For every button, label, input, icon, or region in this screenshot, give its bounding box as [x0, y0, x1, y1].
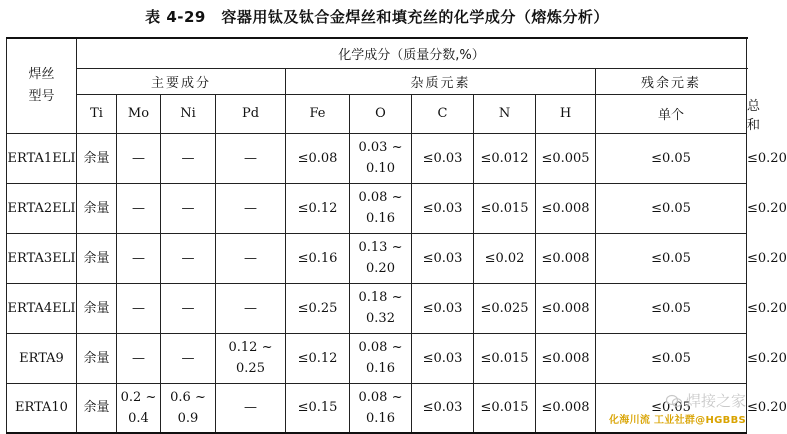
watermark [609, 390, 746, 426]
value-line: 0.03 ~ [358, 140, 403, 155]
table-row: ERTA1ELI 余量 — — — ≤0.08 0.03 ~ 0.10 ≤0.03 ≤0.012 ≤0.005 ≤0.05 ≤0.20 [7, 133, 747, 183]
wire-type-cell: ERTA2ELI [7, 183, 77, 233]
column-header: 单个 [596, 94, 747, 133]
column-header: Ti [77, 94, 117, 133]
value-cell-ti: 余量 [77, 183, 117, 233]
column-header: Fe [286, 94, 350, 133]
value-cell-pd: — [216, 183, 286, 233]
value-cell-pd [216, 333, 286, 383]
value-cell-ti: 余量 [77, 283, 117, 333]
value-cell-mo: — [117, 233, 161, 283]
value-cell-pd: — [216, 383, 286, 433]
value-cell-n: ≤0.015 [474, 383, 536, 433]
chat-bubble-icon [666, 394, 682, 408]
value-cell-ti: 余量 [77, 233, 117, 283]
column-header: O [350, 94, 412, 133]
value-cell-single: ≤0.05 [596, 233, 747, 283]
value-cell-pd: — [216, 233, 286, 283]
table-title: 表 4-29 容器用钛及钛合金焊丝和填充丝的化学成分（熔炼分析） [145, 8, 609, 26]
value-cell-o [350, 383, 412, 433]
value-line: 0.4 [128, 410, 149, 426]
group-impurity: 杂质元素 [286, 68, 596, 94]
value-cell-c: ≤0.03 [412, 233, 474, 283]
value-cell-n: ≤0.012 [474, 133, 536, 183]
value-line: 0.12 ~ [228, 340, 273, 355]
column-header: C [412, 94, 474, 133]
value-line: 0.13 ~ [358, 240, 403, 255]
value-cell-o [350, 283, 412, 333]
group-main: 主要成分 [77, 68, 286, 94]
value-cell-ti: 余量 [77, 383, 117, 433]
value-line: 0.2 ~ [120, 389, 157, 405]
column-header: Pd [216, 94, 286, 133]
wire-type-cell: ERTA3ELI [7, 233, 77, 283]
value-cell-fe: ≤0.12 [286, 183, 350, 233]
value-line: 0.08 ~ [358, 190, 403, 205]
value-cell-ti: 余量 [77, 333, 117, 383]
value-cell-h: ≤0.008 [536, 383, 596, 433]
table-row: ERTA10 余量 0.2 ~ 0.4 0.6 ~ 0.9 — ≤0.15 0.08 ~ 0.16 ≤0.03 ≤0.015 ≤0.008 ≤0.05 ≤0.20 [7, 383, 747, 433]
value-cell-o [350, 333, 412, 383]
wire-type-cell: ERTA10 [7, 383, 77, 433]
value-cell-single: ≤0.05 [596, 383, 747, 433]
value-cell-mo: — [117, 133, 161, 183]
value-cell-ni: — [161, 333, 216, 383]
column-header: H [536, 94, 596, 133]
value-line: 0.16 [366, 211, 395, 226]
value-cell-mo: — [117, 333, 161, 383]
value-cell-o [350, 133, 412, 183]
value-cell-h: ≤0.008 [536, 333, 596, 383]
value-line: 0.6 ~ [170, 389, 206, 405]
value-cell-c: ≤0.03 [412, 283, 474, 333]
value-cell-ti: 余量 [77, 133, 117, 183]
value-line: 0.08 ~ [358, 389, 403, 405]
column-header: Ni [161, 94, 216, 133]
value-cell-h: ≤0.005 [536, 133, 596, 183]
composition-header: 化学成分（质量分数,%） [77, 38, 747, 68]
value-line: 0.10 [366, 161, 395, 176]
wire-type-label: 焊丝 型号 [28, 66, 55, 104]
value-cell-fe: ≤0.25 [286, 283, 350, 333]
watermark-subtext: 化海川流 工业社群@HGBBS [608, 415, 746, 426]
value-cell-pd: — [216, 133, 286, 183]
value-cell-c: ≤0.03 [412, 133, 474, 183]
value-cell-mo [117, 383, 161, 433]
table-row: ERTA3ELI 余量 — — — ≤0.16 0.13 ~ 0.20 ≤0.03 ≤0.02 ≤0.008 ≤0.05 ≤0.20 [7, 233, 747, 283]
column-header-row: Ti Mo Ni Pd Fe O C N H 单个 总和 [7, 94, 747, 133]
watermark-logo-text: 焊接之家 [685, 392, 746, 410]
value-cell-mo: — [117, 183, 161, 233]
value-cell-ni: — [161, 233, 216, 283]
value-cell-c: ≤0.03 [412, 183, 474, 233]
value-cell-ni [161, 383, 216, 433]
value-cell-ni: — [161, 283, 216, 333]
wire-type-header [7, 38, 77, 133]
value-cell-ni: — [161, 133, 216, 183]
table-row: ERTA4ELI 余量 — — — ≤0.25 0.18 ~ 0.32 ≤0.03 ≤0.025 ≤0.008 ≤0.05 ≤0.20 [7, 283, 747, 333]
value-line: 0.25 [236, 361, 265, 376]
value-cell-h: ≤0.008 [536, 183, 596, 233]
column-header: Mo [117, 94, 161, 133]
value-line: 0.16 [366, 361, 395, 376]
value-cell-h: ≤0.008 [536, 283, 596, 333]
value-cell-n: ≤0.02 [474, 233, 536, 283]
value-line: 0.20 [366, 261, 395, 276]
wire-type-cell: ERTA4ELI [7, 283, 77, 333]
wire-type-cell: ERTA9 [7, 333, 77, 383]
value-cell-n: ≤0.025 [474, 283, 536, 333]
value-cell-single: ≤0.05 [596, 333, 747, 383]
wire-type-cell: ERTA1ELI [7, 133, 77, 183]
watermark-logo [609, 390, 746, 411]
value-cell-o [350, 183, 412, 233]
table-row: ERTA2ELI 余量 — — — ≤0.12 0.08 ~ 0.16 ≤0.03 ≤0.015 ≤0.008 ≤0.05 ≤0.20 [7, 183, 747, 233]
value-line: 0.32 [366, 311, 395, 326]
value-cell-fe: ≤0.16 [286, 233, 350, 283]
value-cell-o [350, 233, 412, 283]
value-cell-single: ≤0.05 [596, 283, 747, 333]
value-cell-n: ≤0.015 [474, 333, 536, 383]
value-line: 0.18 ~ [358, 290, 403, 305]
value-cell-h: ≤0.008 [536, 233, 596, 283]
value-cell-fe: ≤0.12 [286, 333, 350, 383]
value-cell-fe: ≤0.15 [286, 383, 350, 433]
value-cell-single: ≤0.05 [596, 183, 747, 233]
value-line: 0.16 [366, 410, 395, 426]
composition-table [6, 37, 787, 434]
value-cell-mo: — [117, 283, 161, 333]
value-cell-single: ≤0.05 [596, 133, 747, 183]
value-line: 0.9 [177, 410, 199, 426]
group-residual: 残余元素 [596, 68, 747, 94]
value-cell-n: ≤0.015 [474, 183, 536, 233]
value-line: 0.08 ~ [358, 340, 403, 355]
column-header: N [474, 94, 536, 133]
value-cell-pd: — [216, 283, 286, 333]
value-cell-ni: — [161, 183, 216, 233]
value-cell-fe: ≤0.08 [286, 133, 350, 183]
value-cell-c: ≤0.03 [412, 383, 474, 433]
value-cell-c: ≤0.03 [412, 333, 474, 383]
table-row: ERTA9 余量 — — 0.12 ~ 0.25 ≤0.12 0.08 ~ 0.16 ≤0.03 ≤0.015 ≤0.008 ≤0.05 ≤0.20 [7, 333, 747, 383]
